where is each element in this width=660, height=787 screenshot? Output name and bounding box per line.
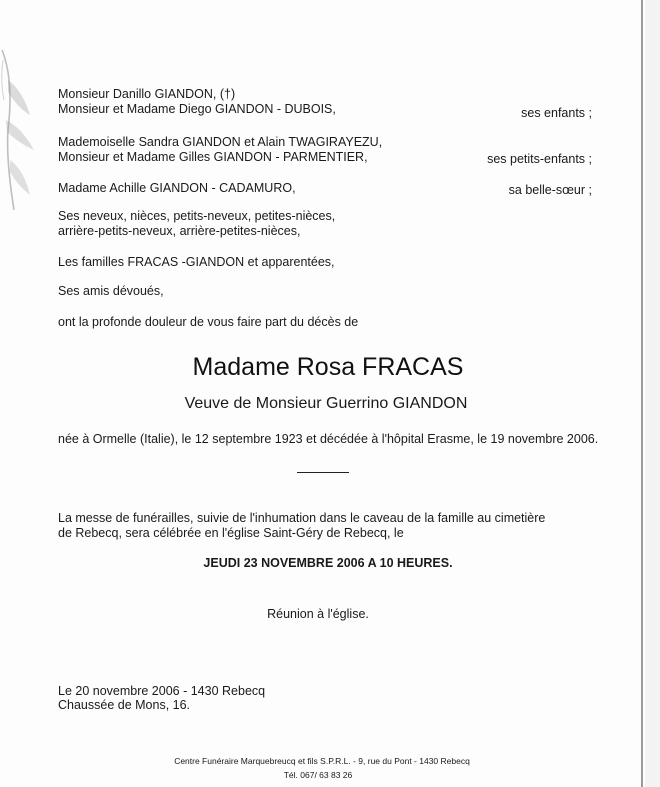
family-line-3: Mademoiselle Sandra GIANDON et Alain TWAGIRAYEZU, [58, 135, 383, 149]
family-line-6: Ses neveux, nièces, petits-neveux, petites-nièces, [58, 209, 336, 223]
leaf-watermark-icon [0, 20, 60, 220]
reunion-note: Réunion à l'église. [267, 607, 369, 621]
place-date-line-1: Le 20 novembre 2006 - 1430 Rebecq [58, 684, 266, 698]
ceremony-date: JEUDI 23 NOVEMBRE 2006 A 10 HEURES. [203, 556, 453, 570]
family-line-4: Monsieur et Madame Gilles GIANDON - PARMENTIER, [58, 150, 368, 164]
funeral-home-phone: Tél. 067/ 63 83 26 [283, 770, 353, 780]
family-line-9: Ses amis dévoués, [58, 284, 164, 298]
birth-death-dates: née à Ormelle (Italie), le 12 septembre 1923 et décédée à l'hôpital Erasme, le 19 novembre 2006. [58, 432, 599, 446]
ceremony-line-1: La messe de funérailles, suivie de l'inhumation dans le caveau de la famille au cimetière [58, 511, 546, 525]
place-date-line-2: Chaussée de Mons, 16. [58, 698, 191, 712]
role-children: ses enfants ; [521, 106, 592, 120]
funeral-home-info: Centre Funéraire Marquebreucq et fils S.P.R.L. - 9, rue du Pont - 1430 Rebecq [174, 756, 470, 766]
announcement-line: ont la profonde douleur de vous faire part du décès de [58, 315, 359, 329]
role-grandchildren: ses petits-enfants ; [487, 152, 592, 166]
widow-of-line: Veuve de Monsieur Guerrino GIANDON [184, 395, 468, 412]
deceased-name: Madame Rosa FRACAS [192, 353, 464, 381]
divider-line [297, 472, 349, 473]
family-line-5: Madame Achille GIANDON - CADAMURO, [58, 181, 296, 195]
role-sister-in-law: sa belle-sœur ; [508, 183, 592, 197]
family-line-8: Les familles FRACAS -GIANDON et apparentées, [58, 255, 335, 269]
ceremony-line-2: de Rebecq, sera célébrée en l'église Saint-Géry de Rebecq, le [58, 526, 404, 540]
family-line-1: Monsieur Danillo GIANDON, (†) [58, 87, 236, 101]
family-line-7: arrière-petits-neveux, arrière-petites-nièces, [58, 224, 301, 238]
family-line-2: Monsieur et Madame Diego GIANDON - DUBOIS, [58, 102, 336, 116]
